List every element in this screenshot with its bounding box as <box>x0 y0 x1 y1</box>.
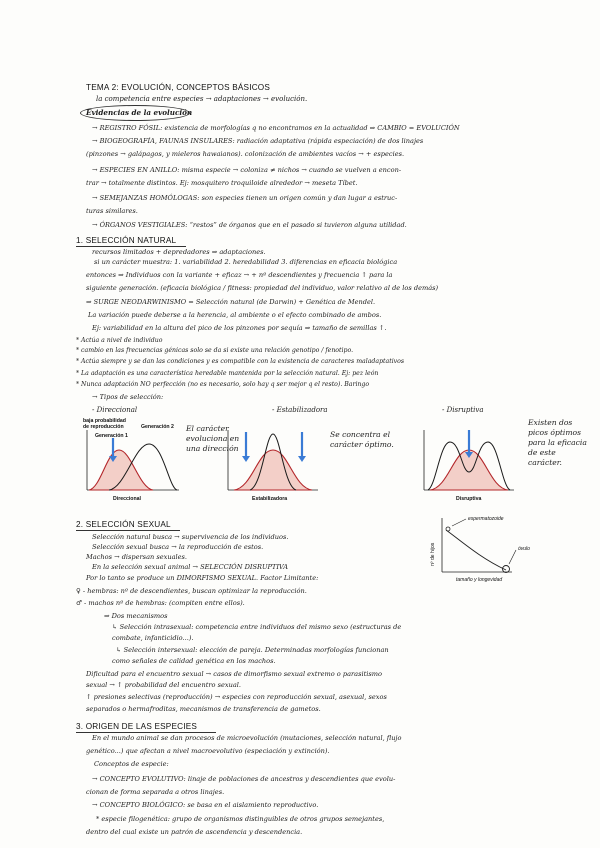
sn-line: entonces ⇒ Individuos con la variante + eficaz → + nº descendientes y frecuencia ↑ para la <box>86 271 393 279</box>
sn-line: La variación puede deberse a la herencia, al ambiente o el efecto combinado de ambos. <box>88 311 382 319</box>
sn-line: → Tipos de selección: <box>92 393 164 401</box>
ss-line: Por lo tanto se produce un DIMORFISMO SEXUAL. Factor Limitante: <box>86 574 319 582</box>
ss-line: ↳ Selección intersexual: elección de pareja. Determinadas morfologías funcionan <box>116 646 389 654</box>
note-direccional: El carácter evoluciona en una dirección <box>186 424 240 453</box>
title-underline <box>76 246 186 247</box>
ylabel-2: de reproducción <box>83 424 124 430</box>
ss-line: ↳ Selección intrasexual: competencia entre individuos del mismo sexo (estructuras de <box>112 623 402 631</box>
evidencias-line: (pinzones → galápagos, y mieleros hawaianos). colonización de ambientes vacíos → + especies. <box>86 150 405 158</box>
ss-line: separados o hermafroditas, mecanismos de transferencia de gametos. <box>86 705 321 713</box>
sn-line: recursos limitados + depredadores ⇒ adaptaciones. <box>92 248 266 256</box>
ss-line: sexual → ↑ probabilidad del encuentro sexual. <box>86 681 241 689</box>
cap-disruptiva: Disruptiva <box>456 496 482 502</box>
evidencias-line: turas similares. <box>86 207 138 215</box>
arrowhead <box>298 456 306 462</box>
ss-line: Selección sexual busca → la reproducción de estos. <box>92 543 264 551</box>
tipo-disruptiva: - Disruptiva <box>442 406 484 414</box>
intro-line: la competencia entre especies → adaptaciones → evolución. <box>96 95 308 103</box>
graph-ylabel: nº de hijos <box>430 542 436 566</box>
ss-line: Selección natural busca → supervivencia de los individuos. <box>92 533 289 541</box>
origen-line: → CONCEPTO BIOLÓGICO: se basa en el aislamiento reproductivo. <box>92 801 319 809</box>
tipo-estabilizadora: - Estabilizadora <box>272 406 328 414</box>
ss-line: ↑ presiones selectivas (reproducción) → especies con reproducción sexual, asexual, sexos <box>86 693 387 701</box>
ss-line: combate, infanticidio...). <box>112 634 194 642</box>
seleccion-natural-title: 1. SELECCIÓN NATURAL <box>76 236 177 245</box>
ovum-label: óvulo <box>518 546 530 552</box>
title-underline <box>76 530 180 531</box>
note-estabilizadora: Se concentra el carácter óptimo. <box>330 430 394 449</box>
origen-line: dentro del cual existe un patrón de ascendencia y descendencia. <box>86 828 303 836</box>
gametes-graph <box>420 510 570 585</box>
direccional-graph <box>83 416 183 502</box>
cap-direccional: Direccional <box>113 496 141 502</box>
gen1-curve <box>89 450 153 490</box>
evidencias-title: Evidencias de la evolución <box>86 108 193 117</box>
ss-line: ♂ - machos nº de hembras: (compiten entre ellos). <box>76 599 245 607</box>
sn-line: * cambio en las frecuencias génicas solo se da si existe una relación genotipo / fenotipo. <box>76 347 354 354</box>
ss-line: ⇒ Dos mecanismos <box>104 612 168 620</box>
seleccion-sexual-title: 2. SELECCIÓN SEXUAL <box>76 520 171 529</box>
evidencias-title-circle <box>80 105 193 121</box>
evidencias-line: → BIOGEOGRAFÍA, FAUNAS INSULARES: radiación adaptativa (rápida especiación) de dos linajes <box>92 137 424 145</box>
sn-line: ⇒ SURGE NEODARWINISMO = Selección natural (de Darwin) + Genética de Mendel. <box>86 298 376 306</box>
gen2-label: Generación 2 <box>141 424 174 430</box>
evidencias-line: → ÓRGANOS VESTIGIALES: “restos” de órganos que en el pasado si tuvieron alguna utilidad. <box>92 221 407 229</box>
label-pointer <box>509 550 516 564</box>
origen-line: * especie filogenética: grupo de organismos distinguibles de otros grupos semejantes, <box>96 815 385 823</box>
sn-line: siguiente generación. (eficacia biológica / fitness: propiedad del individuo, valor relativo al de los demás) <box>86 284 439 292</box>
estabilizadora-graph <box>224 420 324 502</box>
sn-line: * Actúa siempre y se dan las condiciones y es compatible con la existencia de caracteres maladaptativos <box>76 358 405 365</box>
evidencias-line: → ESPECIES EN ANILLO: misma especie → coloniza ≠ nichos → cuando se vuelven a encon- <box>92 166 402 174</box>
sperm-label: espermatozoide <box>468 516 504 522</box>
origen-line: cionan de forma separada a otros linajes. <box>86 788 225 796</box>
ss-line: ♀ - hembras: nº de descendientes, buscan optimizar la reproducción. <box>76 587 307 595</box>
ylabel-1: baja probabilidad <box>83 418 126 424</box>
evidencias-line: trar → totalmente distintos. Ej: mosquitero troquiloide alrededor → meseta Tíbet. <box>86 179 358 187</box>
evidencias-line: → REGISTRO FÓSIL: existencia de morfologías q no encontramos en la actualidad ⇒ CAMBIO = EVOLUCIÓN <box>92 124 460 132</box>
ss-line: Dificultad para el encuentro sexual → casos de dimorfismo sexual extremo o parasitismo <box>86 670 382 678</box>
origen-title: 3. ORIGEN DE LAS ESPECIES <box>76 722 198 731</box>
evidencias-line: → SEMEJANZAS HOMÓLOGAS: son especies tienen un origen común y dan lugar a estruc- <box>92 194 398 202</box>
sn-line: * La adaptación es una característica heredable mantenida por la selección natural. Ej: pez león <box>76 370 379 377</box>
origen-line: genético...) que afectan a nivel macroevolutivo (especiación y extinción). <box>86 747 330 755</box>
arrowhead <box>242 456 250 462</box>
title-underline <box>76 732 216 733</box>
origen-line: → CONCEPTO EVOLUTIVO: linaje de poblaciones de ancestros y descendientes que evolu- <box>92 775 396 783</box>
origen-line: Conceptos de especie: <box>94 760 169 768</box>
sn-line: si un carácter muestra: 1. variabilidad 2. heredabilidad 3. diferencias en eficacia biológica <box>94 258 398 266</box>
disruptiva-graph <box>420 420 520 502</box>
tipo-direccional: - Direccional <box>92 406 138 414</box>
graph-xlabel: tamaño y longevidad <box>456 577 503 583</box>
tradeoff-curve <box>446 530 506 570</box>
ss-line: En la selección sexual animal → SELECCIÓN DISRUPTIVA <box>92 563 289 571</box>
ss-line: como señales de calidad genética en los machos. <box>112 657 276 665</box>
ss-line: Machos → dispersan sexuales. <box>86 553 188 561</box>
sn-line: * Actúa a nivel de individuo <box>76 337 163 344</box>
tema-title: TEMA 2: EVOLUCIÓN, CONCEPTOS BÁSICOS <box>86 83 271 92</box>
note-disruptiva: Existen dos picos óptimos para la eficacia de este carácter. <box>528 418 587 467</box>
cap-estabilizadora: Estabilizadora <box>252 496 288 502</box>
label-pointer <box>452 519 466 526</box>
sn-line: * Nunca adaptación NO perfección (no es necesario, solo hay q ser mejor q el resto). Baringo <box>76 381 370 388</box>
origen-line: En el mundo animal se dan procesos de microevolución (mutaciones, selección natural, flujo <box>92 734 402 742</box>
sperm-point <box>446 527 450 531</box>
sn-line: Ej: variabilidad en la altura del pico de los pinzones por sequía ⇒ tamaño de semillas ↑. <box>92 324 387 332</box>
gen1-label: Generación 1 <box>95 433 128 439</box>
